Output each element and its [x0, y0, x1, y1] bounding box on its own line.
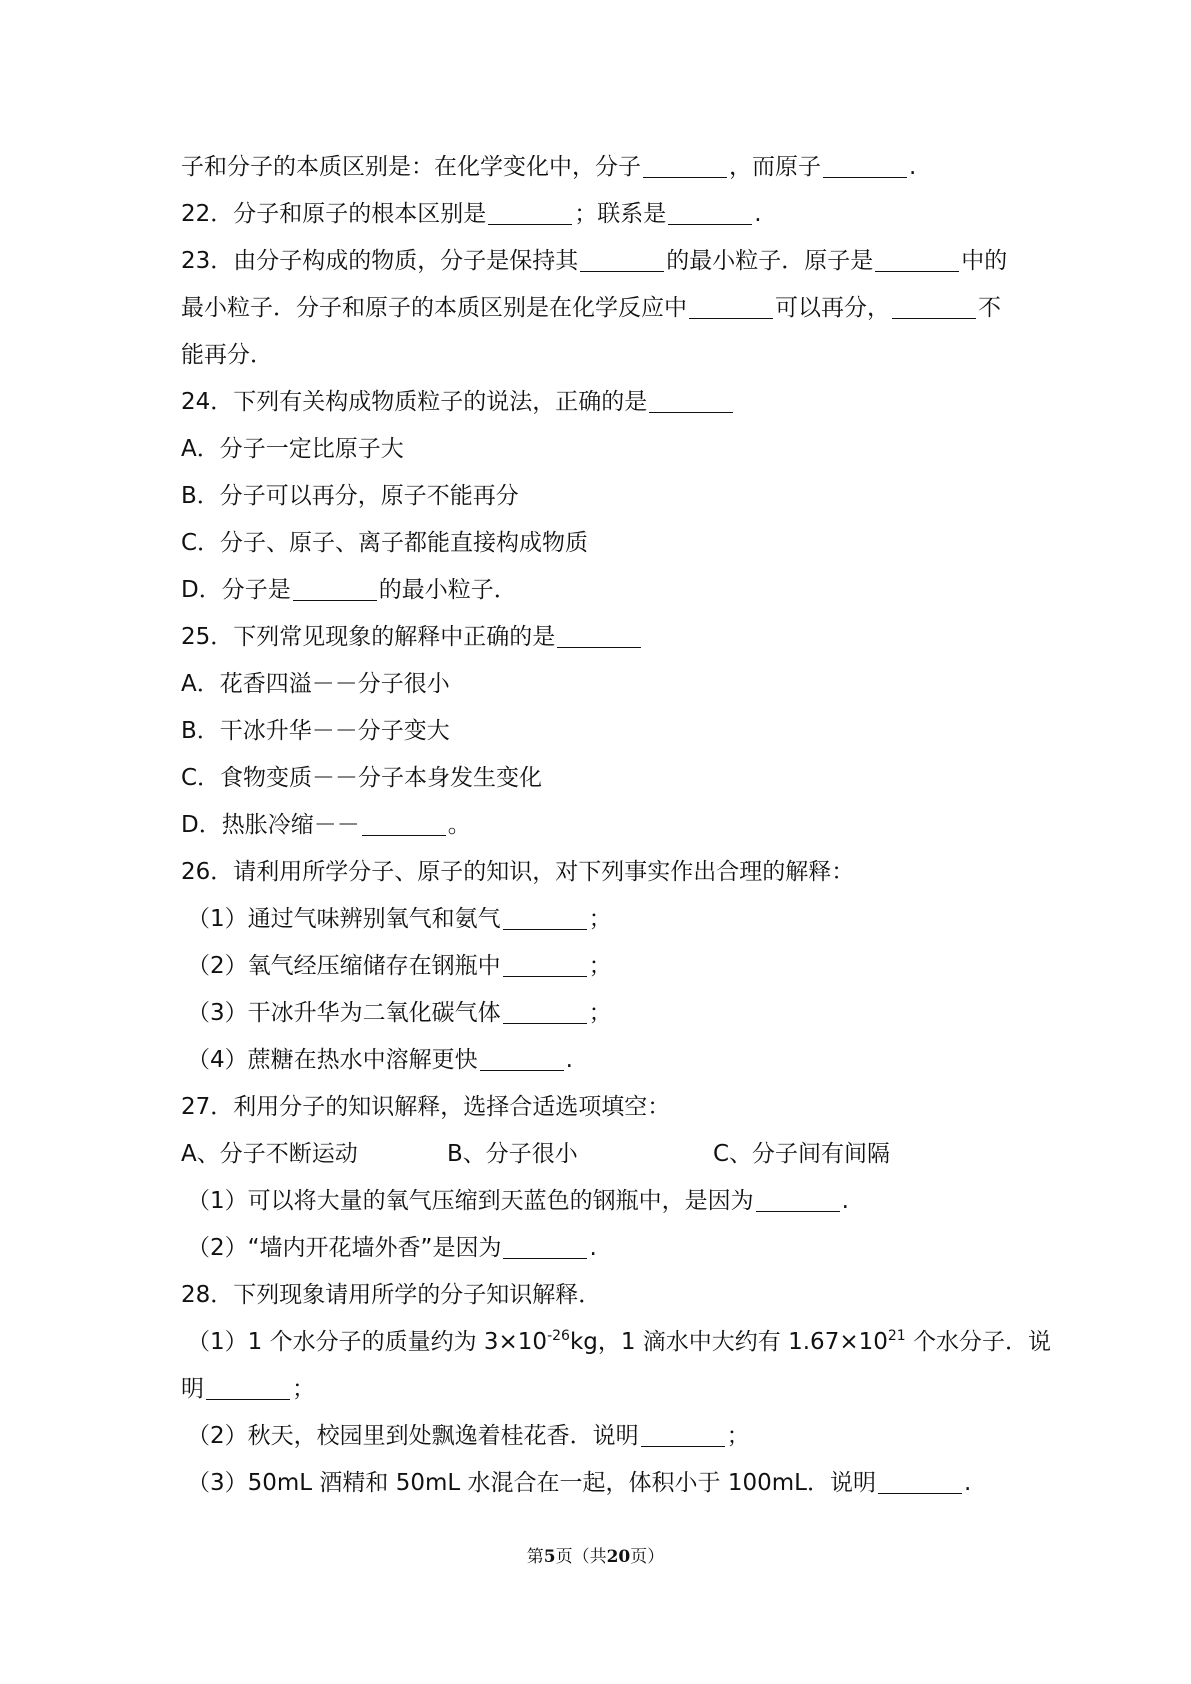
answer-blank [892, 294, 976, 319]
answer-blank [503, 952, 587, 977]
text-line: 最小粒子．分子和原子的本质区别是在化学反应中 可以再分， 不 [181, 295, 1001, 321]
question-23: 23．由分子构成的物质，分子是保持其 的最小粒子．原子是 中的 [181, 248, 1008, 274]
option-a: A．花香四溢－－分子很小 [181, 671, 450, 697]
question-26: 26．请利用所学分子、原子的知识，对下列事实作出合理的解释： [181, 859, 855, 885]
answer-blank [878, 1469, 962, 1494]
question-22: 22．分子和原子的根本区别是 ；联系是 . [181, 201, 762, 227]
answer-blank [206, 1375, 290, 1400]
text-line: 能再分． [181, 342, 273, 368]
answer-blank [362, 811, 446, 836]
sub-question: （2）“墙内开花墙外香”是因为 . [187, 1235, 597, 1261]
page-number: 5 [543, 1547, 556, 1567]
question-25: 25．下列常见现象的解释中正确的是 [181, 614, 1021, 661]
answer-blank [503, 1234, 587, 1259]
text-line: 子和分子的本质区别是：在化学变化中，分子 ，而原子 . [181, 154, 917, 180]
answer-blank [649, 388, 733, 413]
option-a: A．分子一定比原子大 [181, 436, 404, 462]
answer-blank [293, 576, 377, 601]
option-d: D．分子是 的最小粒子． [181, 577, 517, 603]
answer-blank [503, 999, 587, 1024]
sub-question: （1）可以将大量的氧气压缩到天蓝色的钢瓶中，是因为 . [187, 1188, 849, 1214]
answer-blank [503, 905, 587, 930]
question-27: 27．利用分子的知识解释，选择合适选项填空： [181, 1094, 671, 1120]
text-line: 明 ； [181, 1376, 315, 1402]
option-d: D．热胀冷缩－－ 。 [181, 812, 471, 838]
page-content [181, 144, 1052, 1507]
option-c: C．分子、原子、离子都能直接构成物质 [181, 530, 589, 556]
sub-question: （3）50mL 酒精和 50mL 水混合在一起，体积小于 100mL．说明 . [187, 1470, 972, 1496]
exponent: -26 [547, 1328, 570, 1344]
sub-question: （1）通过气味辨别氧气和氨气 ； [187, 906, 612, 932]
question-28: 28．下列现象请用所学的分子知识解释． [181, 1282, 602, 1308]
sub-question: （1）1 个水分子的质量约为 $3\times 10^{-26}kg$，1 滴水中大约有 $1.67\times 10^{21}$ 个水分子．说 [187, 1328, 1052, 1355]
answer-blank [689, 294, 773, 319]
page-total: 20 [606, 1547, 631, 1567]
option-c: C．食物变质－－分子本身发生变化 [181, 765, 543, 791]
answer-blank [823, 153, 907, 178]
option-b: B．分子可以再分，原子不能再分 [181, 483, 519, 509]
answer-blank [668, 200, 752, 225]
answer-blank [756, 1187, 840, 1212]
answer-blank [580, 247, 664, 272]
question-24: 24．下列有关构成物质粒子的说法，正确的是 [181, 379, 1021, 426]
exponent: 21 [887, 1328, 906, 1344]
option-b: B．干冰升华－－分子变大 [181, 718, 450, 744]
answer-blank [480, 1046, 564, 1071]
answer-blank [488, 200, 572, 225]
sub-question: （2）氧气经压缩储存在钢瓶中 ； [187, 953, 612, 979]
option-b: B、分子很小 [447, 1141, 578, 1167]
option-a: A、分子不断运动 [181, 1141, 358, 1167]
answer-blank [643, 153, 727, 178]
sub-question: （3）干冰升华为二氧化碳气体 ； [187, 1000, 612, 1026]
answer-blank [875, 247, 959, 272]
sub-question: （4）蔗糖在热水中溶解更快 . [187, 1047, 573, 1073]
page-footer: 第5页（共20页） [526, 1547, 665, 1567]
options-row [181, 1131, 1021, 1178]
answer-blank [641, 1422, 725, 1447]
sub-question: （2）秋天，校园里到处飘逸着桂花香．说明 ； [187, 1423, 750, 1449]
option-c: C、分子间有间隔 [713, 1141, 891, 1167]
answer-blank [557, 623, 641, 648]
